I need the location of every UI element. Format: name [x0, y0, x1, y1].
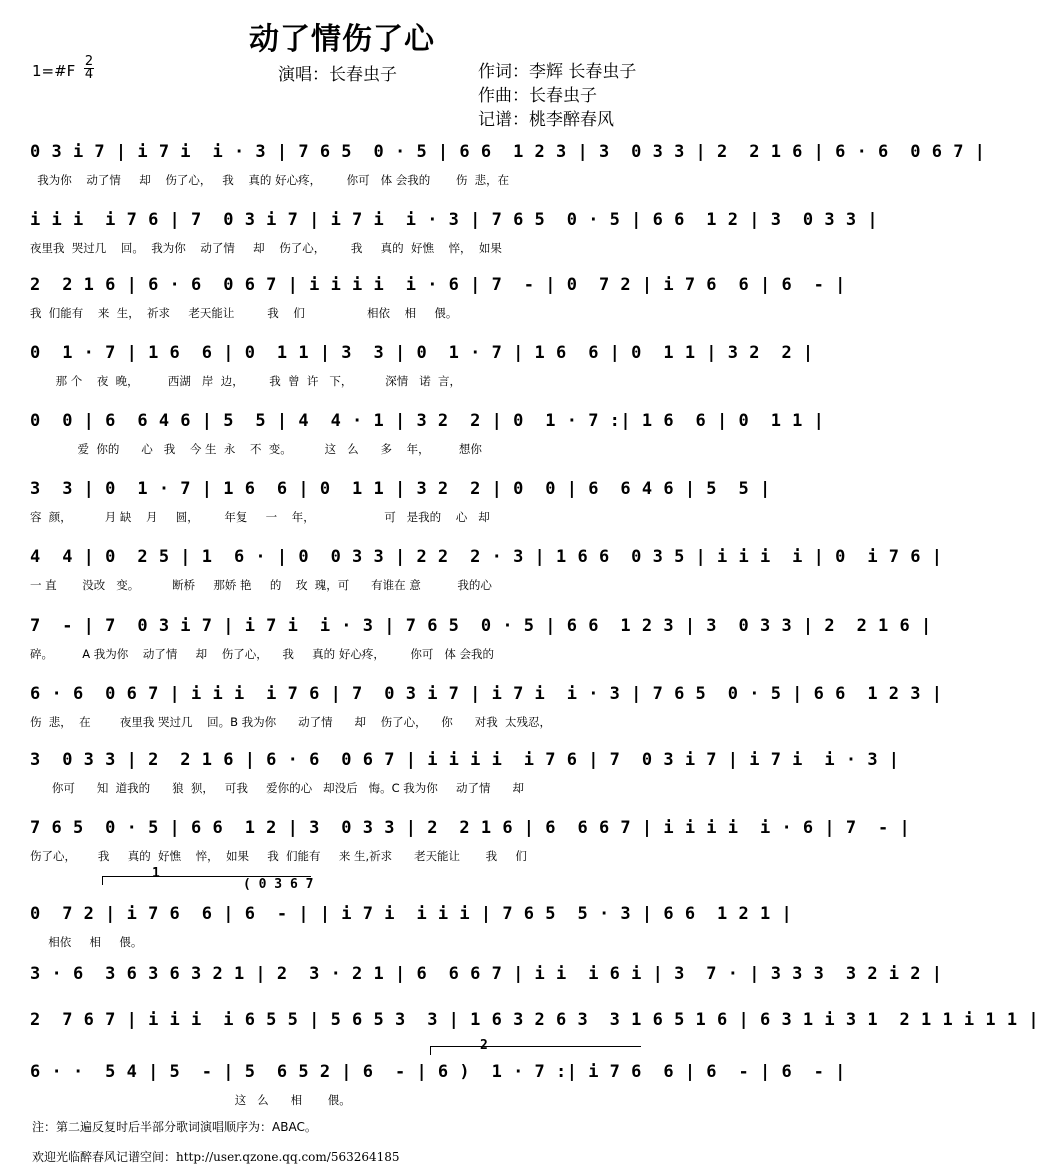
- credits: [478, 60, 636, 132]
- repeat-bracket-notes: ( 0 3 6 7: [243, 877, 314, 892]
- lyrics-line: 那 个 夜 晚， 西湖 岸 边， 我 曾 许 下， 深情 诺 言，: [30, 374, 462, 388]
- notes-line: 0 7 2 | i 7 6 6 | 6 - | | i 7 i i i i | 7 6 5 5 · 3 | 6 6 1 2 1 |: [30, 904, 793, 924]
- notes-line: 2 7 6 7 | i i i i 6 5 5 | 5 6 5 3 3 | 1 6 3 2 6 3 3 1 6 5 1 6 | 6 3 1 i 3 1 2 1 1 i 1 1 |: [30, 1010, 1039, 1030]
- lyrics-line: 你可 知 道我的 狼 狈， 可我 爱你的心 却没后 悔。C 我为你 动了情 却: [30, 781, 524, 795]
- key-signature: 1=#F: [32, 62, 76, 80]
- lyrics-line: 容 颜， 月 缺 月 圆， 年复 一 年， 可 是我的 心 却: [30, 510, 490, 524]
- lyrics-line: 碎。 A 我为你 动了情 却 伤了心， 我 真的 好心疼， 你可 体 会我的: [30, 647, 495, 661]
- notes-line: i i i i 7 6 | 7 0 3 i 7 | i 7 i i · 3 | 7 6 5 0 · 5 | 6 6 1 2 | 3 0 3 3 |: [30, 210, 879, 230]
- notes-line: 3 · 6 3 6 3 6 3 2 1 | 2 3 · 2 1 | 6 6 6 7 | i i i 6 i | 3 7 · | 3 3 3 3 2 i 2 |: [30, 964, 943, 984]
- song-title: 动了情伤了心: [249, 22, 435, 57]
- notes-line: 6 · 6 0 6 7 | i i i i 7 6 | 7 0 3 i 7 | i 7 i i · 3 | 7 6 5 0 · 5 | 6 6 1 2 3 |: [30, 684, 943, 704]
- notes-line: 2 2 1 6 | 6 · 6 0 6 7 | i i i i i · 6 | 7 - | 0 7 2 | i 7 6 6 | 6 - |: [30, 275, 846, 295]
- notes-line: 7 - | 7 0 3 i 7 | i 7 i i · 3 | 7 6 5 0 · 5 | 6 6 1 2 3 | 3 0 3 3 | 2 2 1 6 |: [30, 616, 932, 636]
- lyrics-line: 相依 相 偎。: [30, 935, 143, 949]
- time-signature-top: 2: [84, 54, 94, 69]
- lyricist-credit: 作词：李辉 长春虫子: [478, 62, 637, 82]
- composer-credit: 作曲：长春虫子: [478, 86, 597, 106]
- lyrics-line: 我为你 动了情 却 伤了心， 我 真的 好心疼， 你可 体 会我的 伤 悲，在: [30, 173, 510, 187]
- notes-line: 3 0 3 3 | 2 2 1 6 | 6 · 6 0 6 7 | i i i i i 7 6 | 7 0 3 i 7 | i 7 i i · 3 |: [30, 750, 900, 770]
- singer-credit: 演唱：长春虫子: [278, 65, 397, 85]
- volta-2-bracket: [430, 1046, 641, 1055]
- footer-link-text: 欢迎光临醉春风记谱空间：http://user.qzone.qq.com/563264185: [32, 1150, 400, 1164]
- lyrics-line: 一 直 没改 变。 断桥 那娇 艳 的 玫 瑰，可 有谁在 意 我的心: [30, 578, 492, 592]
- lyrics-line: 这 么 相 偎。: [30, 1093, 351, 1107]
- lyrics-line: 爱 你的 心 我 今 生 永 不 变。 这 么 多 年， 想你: [30, 442, 482, 456]
- volta-2-label: 2: [480, 1038, 488, 1053]
- notes-line: 4 4 | 0 2 5 | 1 6 · | 0 0 3 3 | 2 2 2 · 3 | 1 6 6 0 3 5 | i i i i | 0 i 7 6 |: [30, 547, 943, 567]
- notes-line: 0 0 | 6 6 4 6 | 5 5 | 4 4 · 1 | 3 2 2 | 0 1 · 7 :| 1 6 6 | 0 1 1 |: [30, 411, 825, 431]
- lyrics-line: 我 们能有 来 生， 祈求 老天能让 我 们 相依 相 偎。: [30, 306, 458, 320]
- notes-line: 0 3 i 7 | i 7 i i · 3 | 7 6 5 0 · 5 | 6 6 1 2 3 | 3 0 3 3 | 2 2 1 6 | 6 · 6 0 6 7 |: [30, 142, 986, 162]
- notes-line: 7 6 5 0 · 5 | 6 6 1 2 | 3 0 3 3 | 2 2 1 6 | 6 6 6 7 | i i i i i · 6 | 7 - |: [30, 818, 911, 838]
- time-signature: [84, 56, 94, 81]
- volta-1-label: 1: [152, 866, 160, 881]
- lyrics-line: 伤了心， 我 真的 好憔 悴， 如果 我 们能有 来 生,祈求 老天能让 我 们: [30, 849, 527, 863]
- footnote: 注：第二遍反复时后半部分歌词演唱顺序为：ABAC。: [32, 1120, 317, 1134]
- time-signature-bottom: 4: [84, 67, 94, 82]
- lyrics-line: 夜里我 哭过几 回。 我为你 动了情 却 伤了心， 我 真的 好憔 悴， 如果: [30, 241, 502, 255]
- notes-line: 3 3 | 0 1 · 7 | 1 6 6 | 0 1 1 | 3 2 2 | 0 0 | 6 6 4 6 | 5 5 |: [30, 479, 771, 499]
- transcriber-credit: 记谱：桃李醉春风: [478, 110, 614, 130]
- notes-line: 6 · · 5 4 | 5 - | 5 6 5 2 | 6 - | 6 ) 1 · 7 :| i 7 6 6 | 6 - | 6 - |: [30, 1062, 846, 1082]
- lyrics-line: 伤 悲， 在 夜里我 哭过几 回。B 我为你 动了情 却 伤了心， 你 对我 太残忍，: [30, 715, 552, 729]
- notes-line: 0 1 · 7 | 1 6 6 | 0 1 1 | 3 3 | 0 1 · 7 | 1 6 6 | 0 1 1 | 3 2 2 |: [30, 343, 814, 363]
